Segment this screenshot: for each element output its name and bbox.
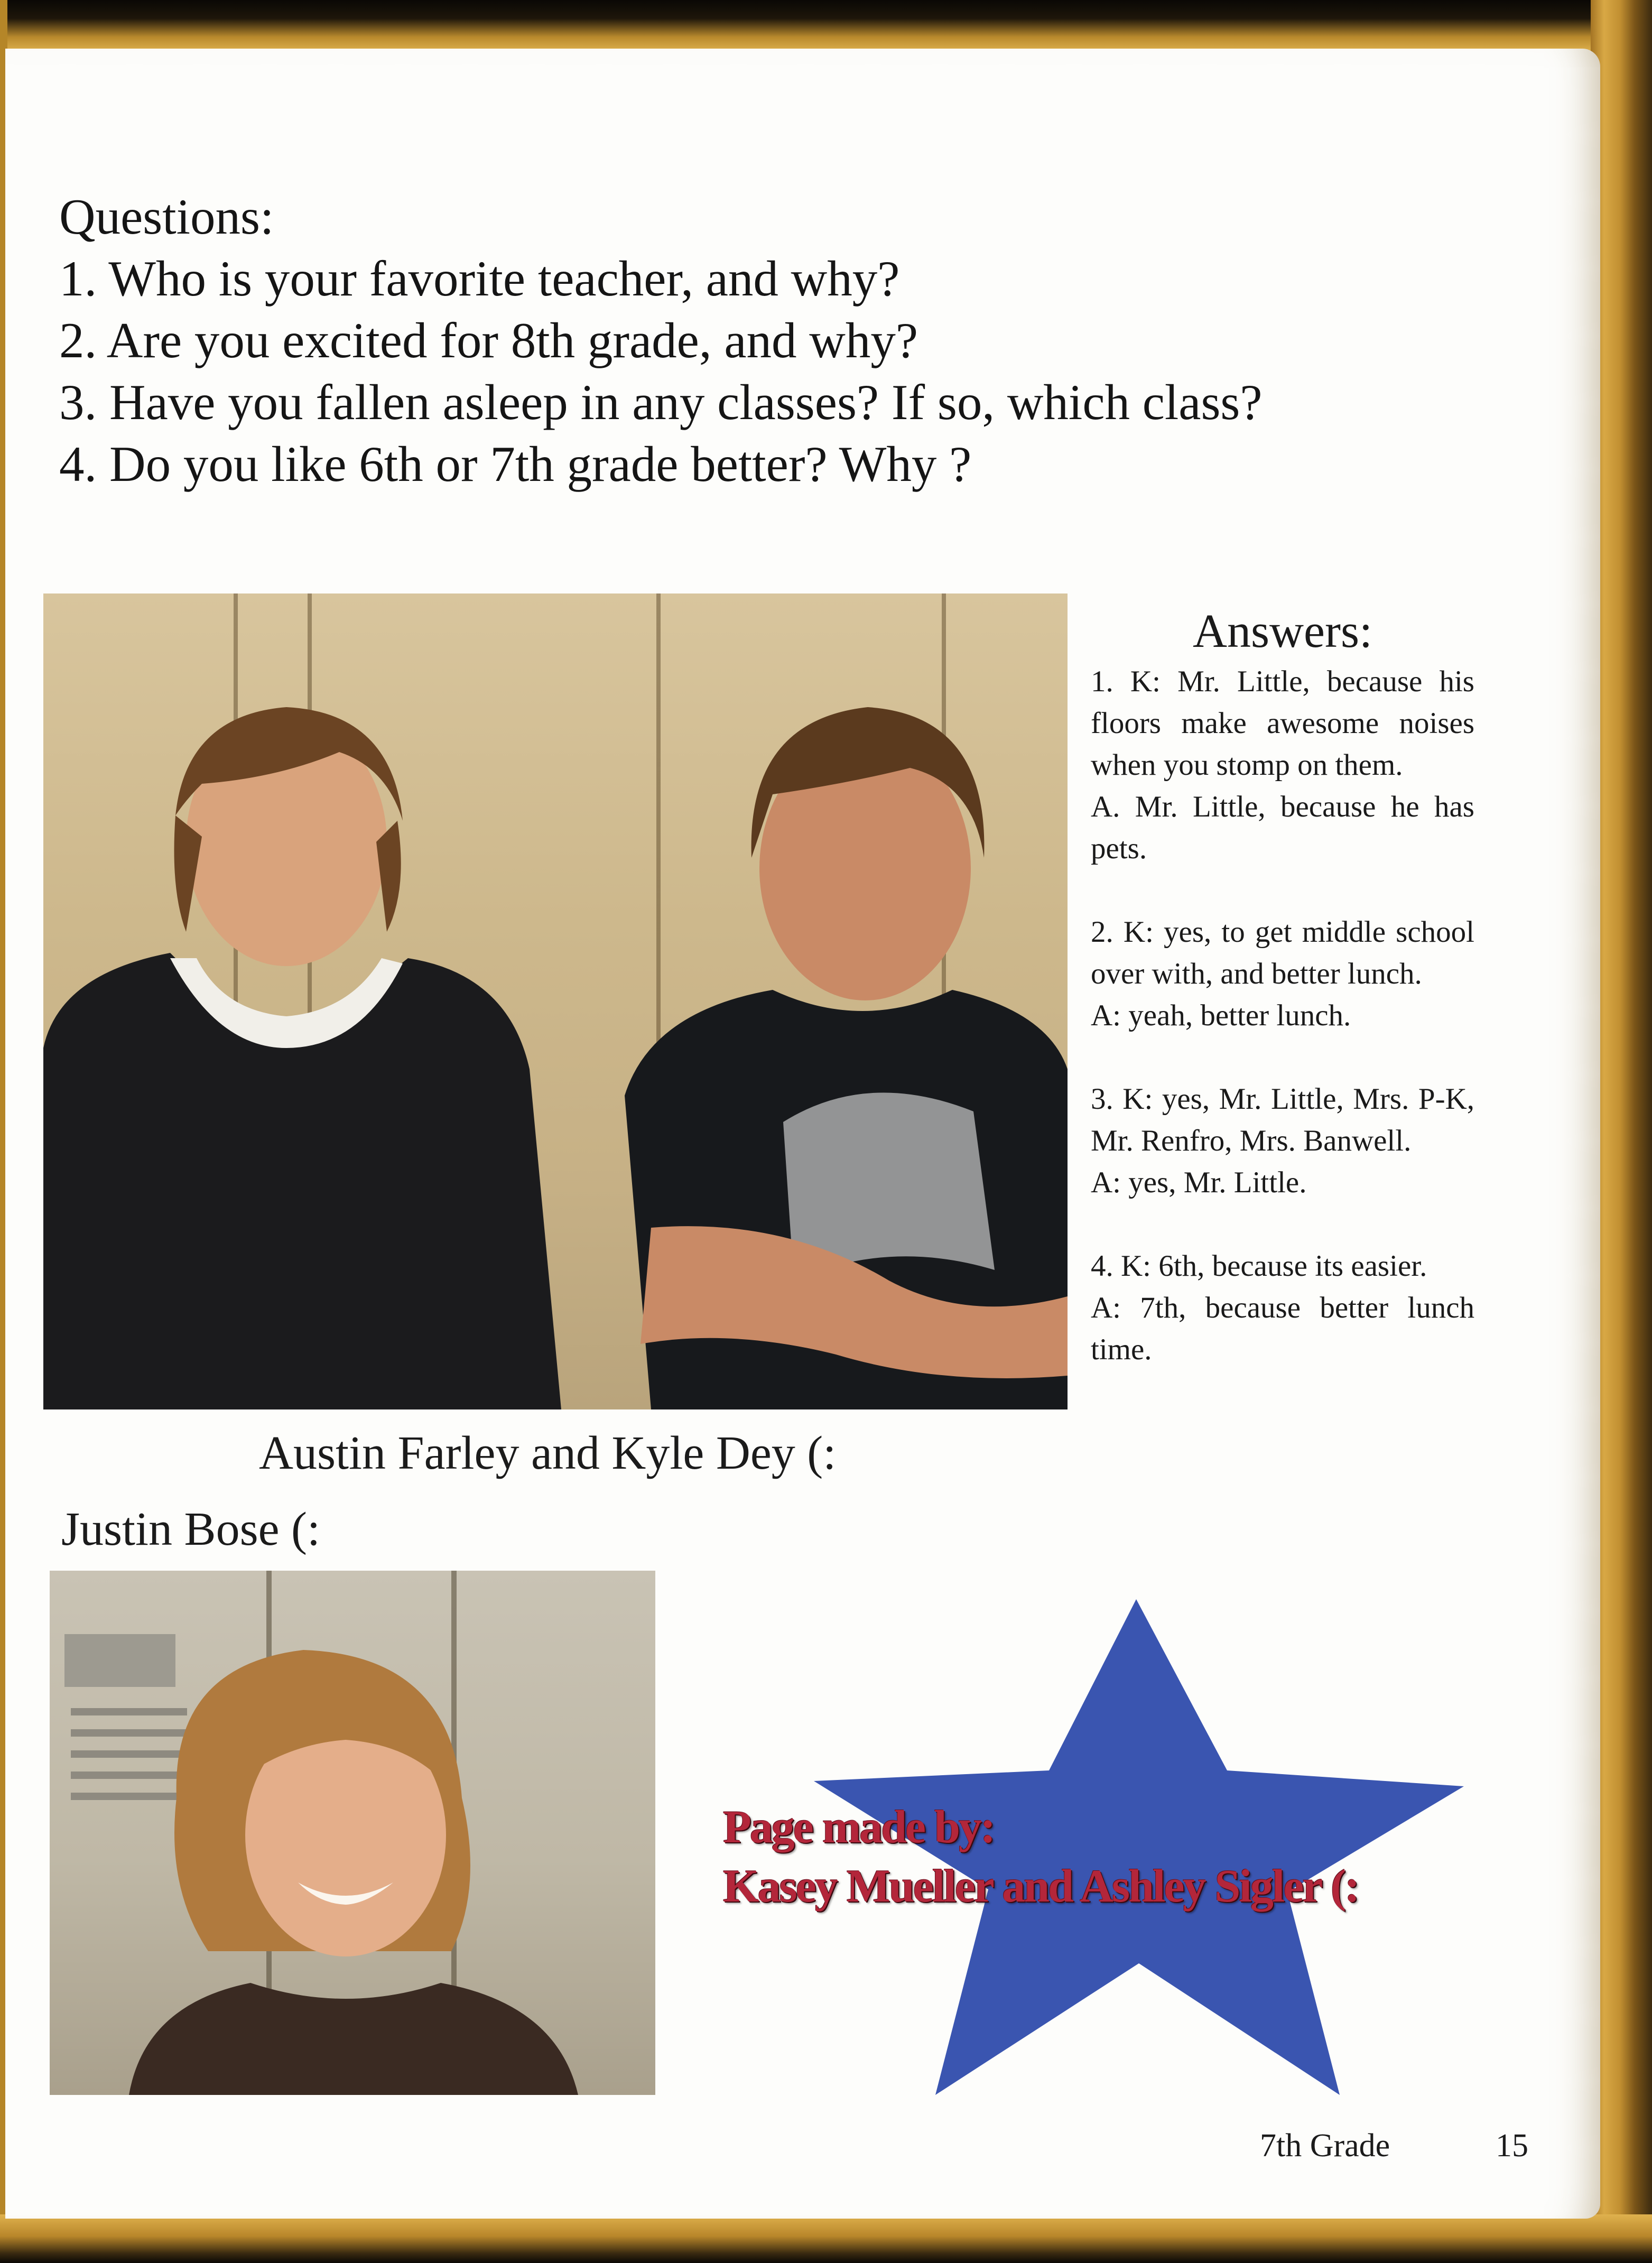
question-4: 4. Do you like 6th or 7th grade better? Why ? bbox=[59, 436, 972, 492]
student-portrait-illustration bbox=[50, 1571, 655, 2095]
page-credit bbox=[723, 1798, 1359, 1916]
answer-4-kyle: 4. K: 6th, because its easier. bbox=[1091, 1249, 1427, 1283]
page-number: 15 bbox=[1496, 2128, 1528, 2164]
answer-2-kyle: 2. K: yes, to get middle school over with, and better lunch. bbox=[1091, 915, 1474, 990]
student-portrait-photo bbox=[50, 1571, 655, 2095]
answers-heading: Answers: bbox=[1193, 605, 1372, 657]
question-1: 1. Who is your favorite teacher, and why? bbox=[59, 251, 900, 307]
scan-edge-bottom bbox=[0, 2214, 1652, 2263]
answer-spacer bbox=[1091, 869, 1474, 911]
questions-heading: Questions: bbox=[59, 189, 274, 245]
answer-4-austin: A: 7th, because better lunch time. bbox=[1091, 1291, 1474, 1366]
student-pair-photo bbox=[43, 593, 1068, 1409]
answer-3-kyle: 3. K: yes, Mr. Little, Mrs. P-K, Mr. Renfro, Mrs. Banwell. bbox=[1091, 1082, 1474, 1157]
student-pair-illustration bbox=[43, 593, 1068, 1409]
answer-1-austin: A. Mr. Little, because he has pets. bbox=[1091, 790, 1474, 865]
answer-1-kyle: 1. K: Mr. Little, because his floors make awesome noises when you stomp on them. bbox=[1091, 665, 1474, 782]
questions-section bbox=[59, 186, 1380, 495]
footer-section-label: 7th Grade bbox=[1260, 2128, 1390, 2164]
main-photo-caption: Austin Farley and Kyle Dey (: bbox=[259, 1427, 837, 1479]
question-2: 2. Are you excited for 8th grade, and why? bbox=[59, 312, 918, 368]
answers-section bbox=[1091, 602, 1474, 1370]
answer-spacer bbox=[1091, 1203, 1474, 1245]
credit-line-2: Kasey Mueller and Ashley Sigler (: bbox=[723, 1861, 1359, 1912]
answer-3-austin: A: yes, Mr. Little. bbox=[1091, 1166, 1307, 1199]
credit-line-1: Page made by: bbox=[723, 1802, 995, 1853]
portrait-photo-caption: Justin Bose (: bbox=[61, 1503, 321, 1555]
scan-edge-top bbox=[0, 0, 1652, 53]
answer-spacer bbox=[1091, 1036, 1474, 1078]
answer-2-austin: A: yeah, better lunch. bbox=[1091, 999, 1351, 1032]
question-3: 3. Have you fallen asleep in any classes? If so, which class? bbox=[59, 374, 1263, 430]
